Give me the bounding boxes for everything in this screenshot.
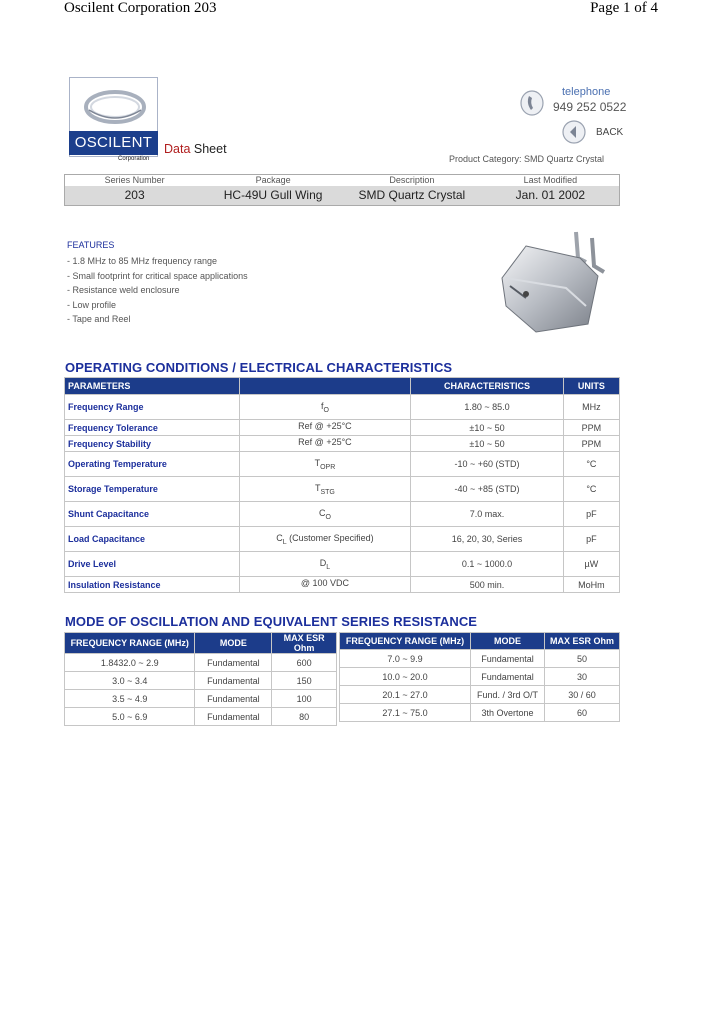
param-name: Operating Temperature bbox=[65, 452, 239, 476]
param-characteristic: 16, 20, 30, Series bbox=[411, 527, 563, 551]
esr-table-left bbox=[64, 632, 337, 726]
param-characteristic: 0.1 ~ 1000.0 bbox=[411, 552, 563, 576]
series-value-row bbox=[65, 186, 620, 205]
symbol-text: Ref @ +25°C bbox=[298, 437, 352, 448]
param-symbol bbox=[240, 395, 411, 419]
series-package: HC-49U Gull Wing bbox=[204, 186, 342, 205]
crystal-product-image bbox=[496, 228, 614, 338]
mode-cell: Fundamental bbox=[471, 668, 544, 685]
param-unit: MoHm bbox=[564, 577, 619, 592]
mode-header: MODE bbox=[195, 633, 271, 653]
param-unit: MHz bbox=[564, 395, 619, 419]
page-number: Page 1 of 4 bbox=[590, 0, 658, 16]
param-name: Storage Temperature bbox=[65, 477, 239, 501]
symbol-subscript: O bbox=[323, 406, 329, 414]
telephone-label: telephone bbox=[562, 86, 611, 98]
symbol-text: f bbox=[320, 400, 324, 411]
freq-range-cell: 20.1 ~ 27.0 bbox=[340, 686, 470, 703]
esr-cell: 100 bbox=[272, 690, 336, 707]
esr-cell: 50 bbox=[545, 650, 619, 667]
mode-cell: Fundamental bbox=[195, 690, 271, 707]
feature-item: - 1.8 MHz to 85 MHz frequency range bbox=[67, 256, 218, 266]
feature-item: - Resistance weld enclosure bbox=[67, 285, 180, 296]
freq-range-cell: 27.1 ~ 75.0 bbox=[340, 704, 470, 721]
symbol-subscript: STG bbox=[320, 488, 335, 496]
freq-range-cell: 3.0 ~ 3.4 bbox=[65, 672, 194, 689]
table-row bbox=[340, 686, 619, 703]
mode-cell: 3th Overtone bbox=[471, 704, 544, 721]
param-unit: PPM bbox=[564, 420, 619, 435]
esr-cell: 80 bbox=[272, 708, 336, 725]
mode-cell: Fundamental bbox=[195, 708, 271, 725]
phone-icon bbox=[520, 90, 544, 116]
mode-cell: Fundamental bbox=[471, 650, 544, 667]
freq-range-cell: 7.0 ~ 9.9 bbox=[340, 650, 470, 667]
feature-item: - Low profile bbox=[67, 299, 117, 310]
param-characteristic: ±10 ~ 50 bbox=[411, 436, 563, 451]
param-characteristic: 1.80 ~ 85.0 bbox=[411, 395, 563, 419]
param-symbol bbox=[240, 577, 411, 592]
features-title: FEATURES bbox=[67, 240, 115, 250]
mode-cell: Fundamental bbox=[195, 654, 271, 671]
param-symbol bbox=[240, 452, 411, 476]
param-unit: °C bbox=[564, 477, 619, 501]
table-row bbox=[65, 672, 336, 689]
param-unit: pF bbox=[564, 527, 619, 551]
mode-cell: Fund. / 3rd O/T bbox=[471, 686, 544, 703]
param-characteristic: -40 ~ +85 (STD) bbox=[411, 477, 563, 501]
esr-cell: 600 bbox=[272, 654, 336, 671]
symbol-suffix: (Customer Specified) bbox=[286, 532, 374, 543]
param-symbol bbox=[240, 527, 411, 551]
table-header-row bbox=[65, 378, 619, 394]
param-name: Load Capacitance bbox=[65, 527, 239, 551]
parameters-header: PARAMETERS bbox=[65, 378, 239, 394]
freq-range-cell: 10.0 ~ 20.0 bbox=[340, 668, 470, 685]
freq-range-cell: 5.0 ~ 6.9 bbox=[65, 708, 194, 725]
param-symbol bbox=[240, 477, 411, 501]
mode-cell: Fundamental bbox=[195, 672, 271, 689]
table-row bbox=[65, 654, 336, 671]
freq-range-cell: 3.5 ~ 4.9 bbox=[65, 690, 194, 707]
symbol-header bbox=[240, 378, 411, 394]
doc-title bbox=[164, 142, 227, 156]
param-symbol bbox=[240, 420, 411, 435]
table-row bbox=[65, 420, 619, 435]
logo-subtitle: Corporation bbox=[118, 156, 150, 162]
esr-table-right bbox=[339, 632, 620, 722]
symbol-subscript: L bbox=[282, 538, 287, 546]
param-symbol bbox=[240, 552, 411, 576]
param-characteristic: 500 min. bbox=[411, 577, 563, 592]
param-characteristic: -10 ~ +60 (STD) bbox=[411, 452, 563, 476]
freq-range-cell: 1.8432.0 ~ 2.9 bbox=[65, 654, 194, 671]
table-row bbox=[65, 502, 619, 526]
units-header: UNITS bbox=[564, 378, 619, 394]
table-row bbox=[65, 477, 619, 501]
series-header-cell: Package bbox=[204, 175, 342, 187]
esr-cell: 30 / 60 bbox=[545, 686, 619, 703]
param-name: Insulation Resistance bbox=[65, 577, 239, 592]
param-symbol bbox=[240, 436, 411, 451]
back-link[interactable]: BACK bbox=[596, 127, 624, 138]
table-row bbox=[340, 650, 619, 667]
table-row bbox=[340, 704, 619, 721]
esr-heading: MODE OF OSCILLATION AND EQUIVALENT SERIES RESISTANCE bbox=[65, 614, 478, 629]
series-description: SMD Quartz Crystal bbox=[342, 186, 482, 205]
esr-header: MAX ESR Ohm bbox=[272, 633, 336, 653]
product-category: Product Category: SMD Quartz Crystal bbox=[449, 154, 605, 164]
esr-cell: 150 bbox=[272, 672, 336, 689]
feature-item: - Tape and Reel bbox=[67, 314, 131, 325]
param-unit: °C bbox=[564, 452, 619, 476]
table-row bbox=[65, 577, 619, 592]
table-row bbox=[65, 527, 619, 551]
symbol-subscript: OPR bbox=[320, 463, 336, 471]
symbol-text: C bbox=[318, 507, 326, 518]
doc-title-part2: Sheet bbox=[190, 142, 227, 156]
table-row bbox=[65, 436, 619, 451]
esr-header: MAX ESR Ohm bbox=[545, 633, 619, 649]
symbol-text: T bbox=[314, 457, 321, 468]
param-name: Shunt Capacitance bbox=[65, 502, 239, 526]
operating-conditions-heading: OPERATING CONDITIONS / ELECTRICAL CHARACTERISTICS bbox=[65, 360, 453, 375]
symbol-subscript: O bbox=[325, 513, 331, 521]
param-name: Frequency Stability bbox=[65, 436, 239, 451]
esr-cell: 60 bbox=[545, 704, 619, 721]
symbol-text: Ref @ +25°C bbox=[298, 421, 352, 432]
symbol-text: C bbox=[276, 532, 283, 543]
series-header-cell: Last Modified bbox=[482, 175, 620, 187]
symbol-text: @ 100 VDC bbox=[300, 578, 349, 589]
param-unit: µW bbox=[564, 552, 619, 576]
table-row bbox=[65, 395, 619, 419]
feature-item: - Small footprint for critical space applications bbox=[67, 270, 248, 281]
running-header-left: Oscilent Corporation 203 bbox=[64, 0, 217, 16]
table-row bbox=[65, 552, 619, 576]
symbol-text: T bbox=[314, 482, 321, 493]
characteristics-header: CHARACTERISTICS bbox=[411, 378, 563, 394]
esr-cell: 30 bbox=[545, 668, 619, 685]
doc-title-part1: Data bbox=[164, 142, 191, 156]
logo-brand: OSCILENT bbox=[69, 131, 158, 155]
table-header-row bbox=[65, 633, 336, 653]
param-unit: PPM bbox=[564, 436, 619, 451]
series-header-cell: Description bbox=[342, 175, 482, 187]
features-list bbox=[67, 254, 248, 327]
param-symbol bbox=[240, 502, 411, 526]
series-header-cell: Series Number bbox=[65, 175, 205, 187]
ring-logo-icon bbox=[83, 88, 147, 126]
table-row bbox=[65, 452, 619, 476]
operating-conditions-table bbox=[64, 377, 620, 593]
param-unit: pF bbox=[564, 502, 619, 526]
frequency-range-header: FREQUENCY RANGE (MHz) bbox=[65, 633, 194, 653]
param-name: Frequency Range bbox=[65, 395, 239, 419]
symbol-text: D bbox=[319, 557, 327, 568]
series-last-modified: Jan. 01 2002 bbox=[482, 186, 620, 205]
param-characteristic: 7.0 max. bbox=[411, 502, 563, 526]
series-table bbox=[64, 174, 620, 206]
table-row bbox=[340, 668, 619, 685]
series-header-row bbox=[65, 175, 620, 187]
table-header-row bbox=[340, 633, 619, 649]
back-arrow-icon[interactable] bbox=[562, 120, 586, 144]
symbol-subscript: L bbox=[326, 563, 331, 571]
table-row bbox=[65, 708, 336, 725]
series-number: 203 bbox=[65, 186, 205, 205]
param-name: Drive Level bbox=[65, 552, 239, 576]
mode-header: MODE bbox=[471, 633, 544, 649]
table-row bbox=[65, 690, 336, 707]
param-characteristic: ±10 ~ 50 bbox=[411, 420, 563, 435]
telephone-number[interactable]: 949 252 0522 bbox=[553, 100, 627, 114]
frequency-range-header: FREQUENCY RANGE (MHz) bbox=[340, 633, 470, 649]
param-name: Frequency Tolerance bbox=[65, 420, 239, 435]
